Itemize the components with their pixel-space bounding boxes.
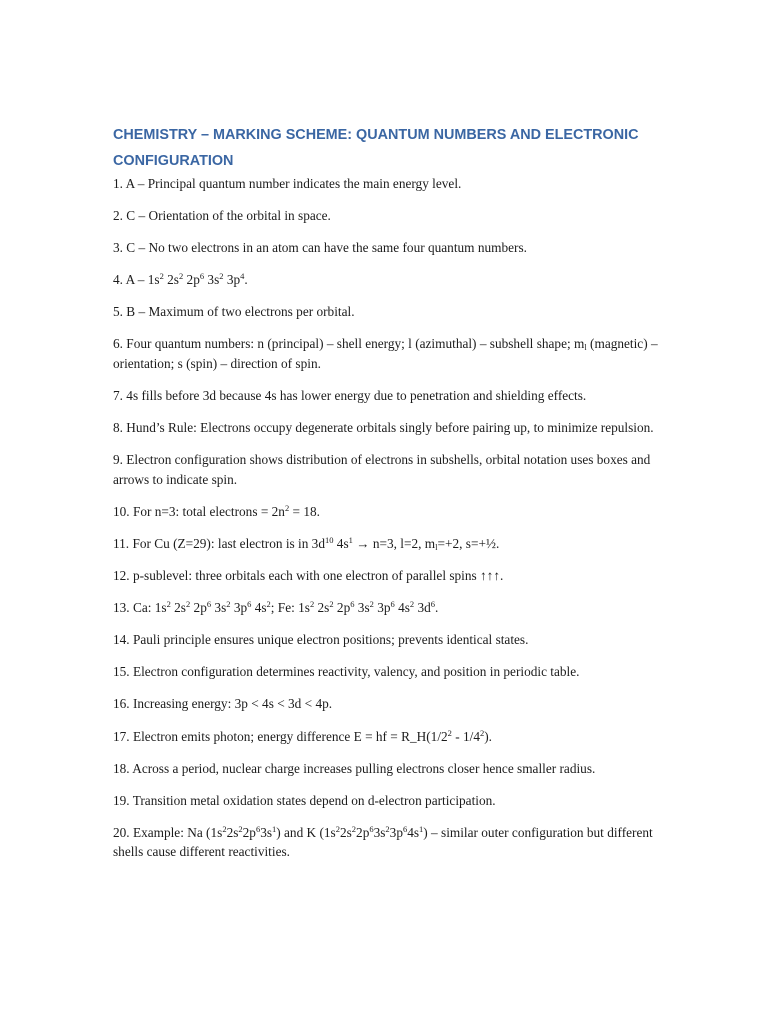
- answer-text: 3s: [211, 600, 227, 616]
- answer-text: 3p: [389, 824, 403, 840]
- answer-text: 14. Pauli principle ensures unique electron positions; prevents identical states.: [113, 632, 529, 648]
- answer-item: [113, 418, 658, 438]
- superscript: 2: [335, 823, 340, 834]
- answer-text: 3s: [354, 600, 370, 616]
- subscript: l: [435, 541, 438, 552]
- superscript: 2: [226, 599, 231, 610]
- answer-text: 4s: [333, 535, 349, 551]
- answer-text: .: [244, 272, 248, 288]
- answer-item: [113, 302, 658, 322]
- superscript: 6: [199, 271, 205, 282]
- superscript: 2: [409, 599, 415, 610]
- answer-text: 15. Electron configuration determines reactivity, valency, and position in periodic table.: [113, 664, 580, 680]
- answer-item: [113, 823, 658, 862]
- answer-item: [113, 662, 658, 682]
- answer-text: 2s: [314, 600, 330, 616]
- superscript: 1: [272, 823, 277, 834]
- answer-item: [113, 630, 658, 650]
- answer-text: 10. For n=3: total electrons = 2n: [113, 503, 285, 519]
- answer-text: 2p: [333, 600, 351, 616]
- answer-item: [113, 727, 658, 747]
- answer-text: 7. 4s fills before 3d because 4s has lower energy due to penetration and shielding effects.: [113, 388, 587, 404]
- superscript: 2: [178, 271, 184, 282]
- answer-text: .: [435, 600, 439, 616]
- answer-text: 13. Ca: 1s: [113, 600, 167, 616]
- answer-text: 2p: [356, 824, 370, 840]
- superscript: 2: [309, 599, 315, 610]
- superscript: 6: [430, 599, 436, 610]
- answer-text: 4s: [394, 600, 410, 616]
- answer-text: ; Fe: 1s: [270, 600, 310, 616]
- answer-item: [113, 270, 658, 290]
- answer-text: 9. Electron configuration shows distribution of electrons in subshells, orbital notation uses boxes and arrows to indicate spin.: [113, 452, 651, 487]
- superscript: 6: [255, 823, 261, 834]
- answer-item: [113, 534, 658, 554]
- answer-item: [113, 334, 658, 373]
- subscript: l: [584, 342, 587, 353]
- answer-item: [113, 386, 658, 406]
- answer-text: 1. A – Principal quantum number indicates the main energy level.: [113, 176, 462, 191]
- superscript: 2: [447, 727, 452, 738]
- superscript: 4: [240, 271, 245, 282]
- answer-item: [113, 238, 658, 258]
- superscript: 2: [266, 599, 271, 610]
- answer-text: 2. C – Orientation of the orbital in space.: [113, 208, 331, 224]
- answer-item: [113, 759, 658, 779]
- answer-text: 2s: [163, 272, 179, 288]
- answer-text: 17. Electron emits photon; energy difference E = hf = R_H(1/2: [113, 728, 448, 744]
- answer-text: 4s: [407, 824, 420, 840]
- answer-text: 2p: [190, 600, 207, 616]
- answer-text: (magnetic) – orientation; s (spin) – direction of spin.: [113, 336, 658, 371]
- answer-text: 8. Hund’s Rule: Electrons occupy degenerate orbitals singly before pairing up, to minimize repulsion.: [113, 420, 654, 436]
- answer-item: [113, 206, 658, 226]
- answer-text: 20. Example: Na (1s: [113, 824, 223, 840]
- superscript: 2: [369, 599, 374, 610]
- answer-text: 3s: [204, 272, 220, 288]
- answer-text: 4s: [251, 600, 267, 616]
- superscript: 6: [390, 599, 395, 610]
- superscript: 2: [185, 599, 191, 610]
- answer-text: ) – similar outer configuration but different shells cause different reactivities.: [113, 824, 653, 860]
- answer-item: [113, 791, 658, 811]
- answer-item: [113, 450, 658, 489]
- superscript: 6: [206, 599, 212, 610]
- superscript: 2: [284, 502, 290, 513]
- answer-text: 3. C – No two electrons in an atom can have the same four quantum numbers.: [113, 240, 527, 256]
- answer-text: = 18.: [289, 503, 320, 519]
- answer-list: [113, 174, 658, 862]
- answer-text: =+2, s=+½.: [437, 535, 500, 551]
- answer-item: [113, 694, 658, 714]
- answer-text: 6. Four quantum numbers: n (principal) – shell energy; l (azimuthal) – subshell shape; m: [113, 336, 585, 352]
- answer-text: 18. Across a period, nuclear charge increases pulling electrons closer hence smaller radius.: [113, 760, 596, 776]
- superscript: 2: [351, 823, 357, 834]
- answer-text: 2p: [242, 824, 256, 840]
- answer-text: 2s: [339, 824, 352, 840]
- superscript: 1: [348, 534, 353, 545]
- superscript: 6: [369, 823, 374, 834]
- answer-text: 11. For Cu (Z=29): last electron is in 3d: [113, 535, 325, 551]
- superscript: 6: [350, 599, 355, 610]
- answer-text: 3p: [230, 600, 248, 616]
- answer-text: 3s: [373, 824, 386, 840]
- superscript: 2: [238, 823, 243, 834]
- superscript: 6: [247, 599, 252, 610]
- document-page: [113, 122, 658, 874]
- answer-text: ) and K (1s: [276, 824, 336, 840]
- answer-text: 3d: [414, 600, 431, 616]
- superscript: 2: [222, 823, 227, 834]
- superscript: 10: [324, 534, 334, 545]
- answer-text: 3p: [373, 600, 391, 616]
- answer-text: - 1/4: [451, 728, 480, 744]
- superscript: 2: [159, 271, 164, 282]
- answer-text: 3p: [223, 272, 241, 288]
- answer-text: 2s: [170, 600, 186, 616]
- answer-text: → n=3, l=2, m: [352, 535, 436, 551]
- document-title: CHEMISTRY – MARKING SCHEME: QUANTUM NUMBERS AND ELECTRONIC CONFIGURATION: [113, 127, 639, 169]
- answer-text: 4. A – 1s: [113, 272, 160, 288]
- answer-item: [113, 502, 658, 522]
- answer-text: 2p: [183, 272, 200, 288]
- superscript: 2: [385, 823, 390, 834]
- answer-text: 3s: [260, 824, 273, 840]
- answer-text: ).: [484, 728, 492, 744]
- superscript: 6: [402, 823, 408, 834]
- superscript: 2: [219, 271, 224, 282]
- answer-text: 2s: [226, 824, 239, 840]
- answer-item: [113, 566, 658, 586]
- answer-text: 19. Transition metal oxidation states depend on d-electron participation.: [113, 792, 496, 808]
- answer-text: 5. B – Maximum of two electrons per orbital.: [113, 304, 355, 320]
- superscript: 2: [166, 599, 171, 610]
- superscript: 1: [419, 823, 424, 834]
- superscript: 2: [479, 727, 485, 738]
- answer-item: [113, 598, 658, 618]
- answer-item: [113, 174, 658, 194]
- superscript: 2: [329, 599, 334, 610]
- answer-text: 16. Increasing energy: 3p < 4s < 3d < 4p.: [113, 696, 333, 712]
- answer-text: 12. p-sublevel: three orbitals each with one electron of parallel spins ↑↑↑.: [113, 568, 504, 584]
